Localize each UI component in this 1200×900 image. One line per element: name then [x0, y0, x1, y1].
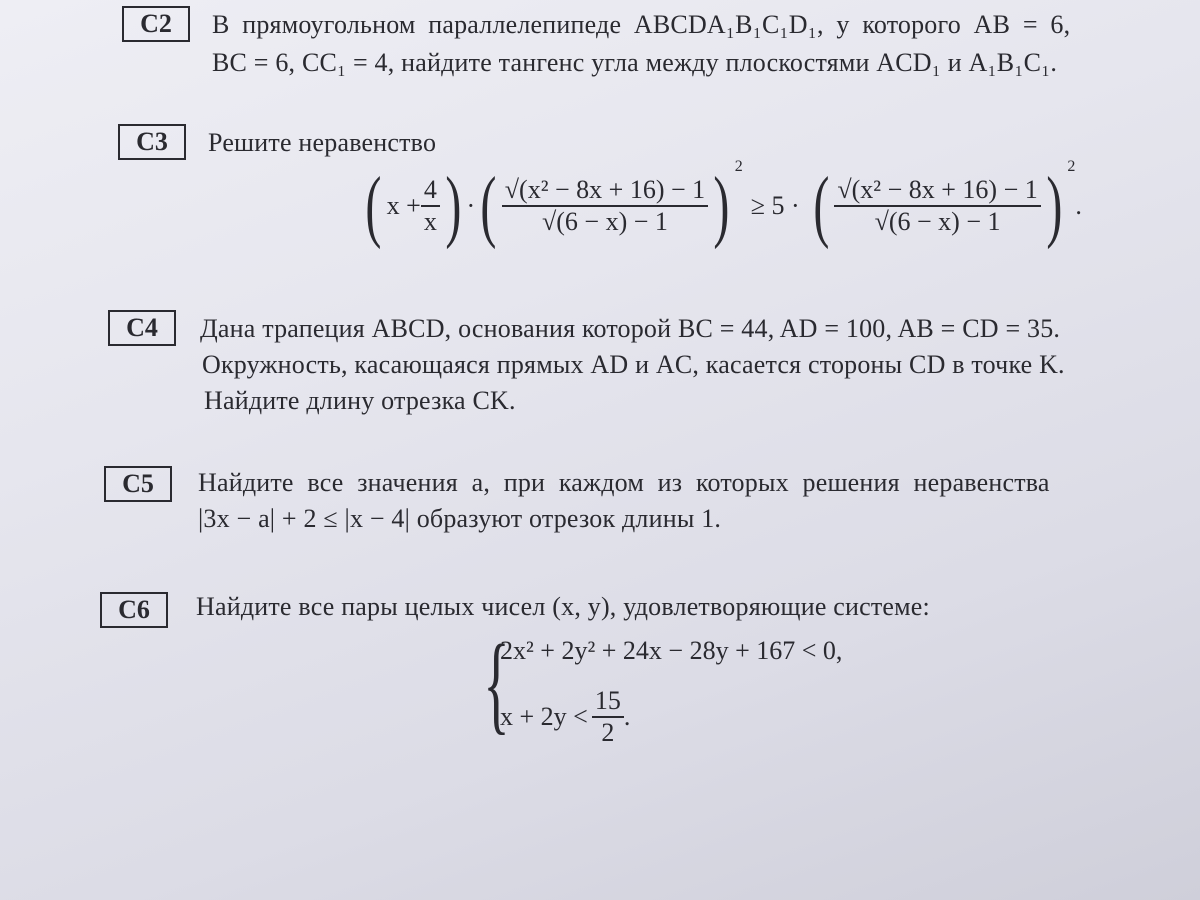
expr-lhs-open: x +: [386, 191, 421, 220]
open-paren: (: [365, 162, 382, 250]
problem-label-c4: [108, 310, 176, 346]
problem-c3-line-1: Решите неравенство: [208, 128, 437, 157]
problem-label-c5: [104, 466, 172, 502]
system-equation-1: 2x² + 2y² + 24x − 28y + 167 < 0,: [500, 636, 843, 665]
radical-fraction-left: [502, 175, 708, 237]
close-paren: ): [713, 162, 730, 250]
fraction-four-over-x: [421, 175, 440, 237]
expr-end: .: [1075, 191, 1082, 220]
problem-c5-line-2: |3x − a| + 2 ≤ |x − 4| образуют отрезок длины 1.: [198, 504, 722, 533]
problem-label-text: C5: [122, 469, 154, 498]
problem-c4-line-2: Окружность, касающаяся прямых AD и AC, касается стороны CD в точке K.: [202, 350, 1065, 379]
open-paren: (: [480, 162, 497, 250]
frac-denominator: x: [421, 205, 440, 237]
eq2-end: .: [623, 702, 631, 731]
problem-c4-line-3: Найдите длину отрезка CK.: [204, 386, 516, 415]
close-paren: ): [445, 162, 462, 250]
problem-c6-line-1: Найдите все пары целых чисел (x, y), удовлетворяющие системе:: [196, 592, 930, 621]
exponent: 2: [1067, 158, 1076, 175]
system-brace: {: [483, 622, 510, 744]
radical-fraction-right: [834, 175, 1040, 237]
frac-numerator: 15: [594, 686, 621, 715]
inequality-expression: [360, 158, 1082, 254]
multiply-dot: ·: [466, 191, 476, 220]
problem-label-text: C4: [126, 313, 158, 342]
frac-numerator: 4: [423, 175, 437, 204]
ge-five: ≥ 5 ·: [750, 191, 800, 220]
frac-numerator: √(x² − 8x + 16) − 1: [837, 175, 1038, 204]
problem-label-text: C3: [136, 127, 168, 156]
problem-c2-line-1: В прямоугольном параллелепипеде ABCDA₁B₁C₁D₁, у которого AB = 6,: [212, 10, 1071, 39]
problem-label-text: C2: [140, 9, 172, 38]
problem-c4-line-1: Дана трапеция ABCD, основания которой BC = 44, AD = 100, AB = CD = 35.: [200, 314, 1061, 343]
problem-c5-line-1: Найдите все значения a, при каждом из которых решения неравенства: [198, 468, 1050, 497]
exponent: 2: [734, 158, 743, 175]
close-paren: ): [1046, 162, 1063, 250]
open-paren: (: [813, 162, 830, 250]
problem-label-text: C6: [118, 595, 150, 624]
frac-denominator: √(6 − x) − 1: [502, 205, 708, 237]
frac-numerator: √(x² − 8x + 16) − 1: [504, 175, 706, 204]
frac-denominator: √(6 − x) − 1: [834, 205, 1040, 237]
system-equation-2: [500, 686, 630, 748]
problem-label-c2: [122, 6, 190, 42]
problem-label-c6: [100, 592, 168, 628]
frac-denominator: 2: [592, 716, 624, 748]
fraction-fifteen-halves: [592, 686, 624, 748]
eq2-lhs: x + 2y <: [500, 702, 588, 731]
problem-label-c3: [118, 124, 186, 160]
problem-c2-line-2: BC = 6, CC₁ = 4, найдите тангенс угла между плоскостями ACD₁ и A₁B₁C₁.: [212, 48, 1058, 77]
